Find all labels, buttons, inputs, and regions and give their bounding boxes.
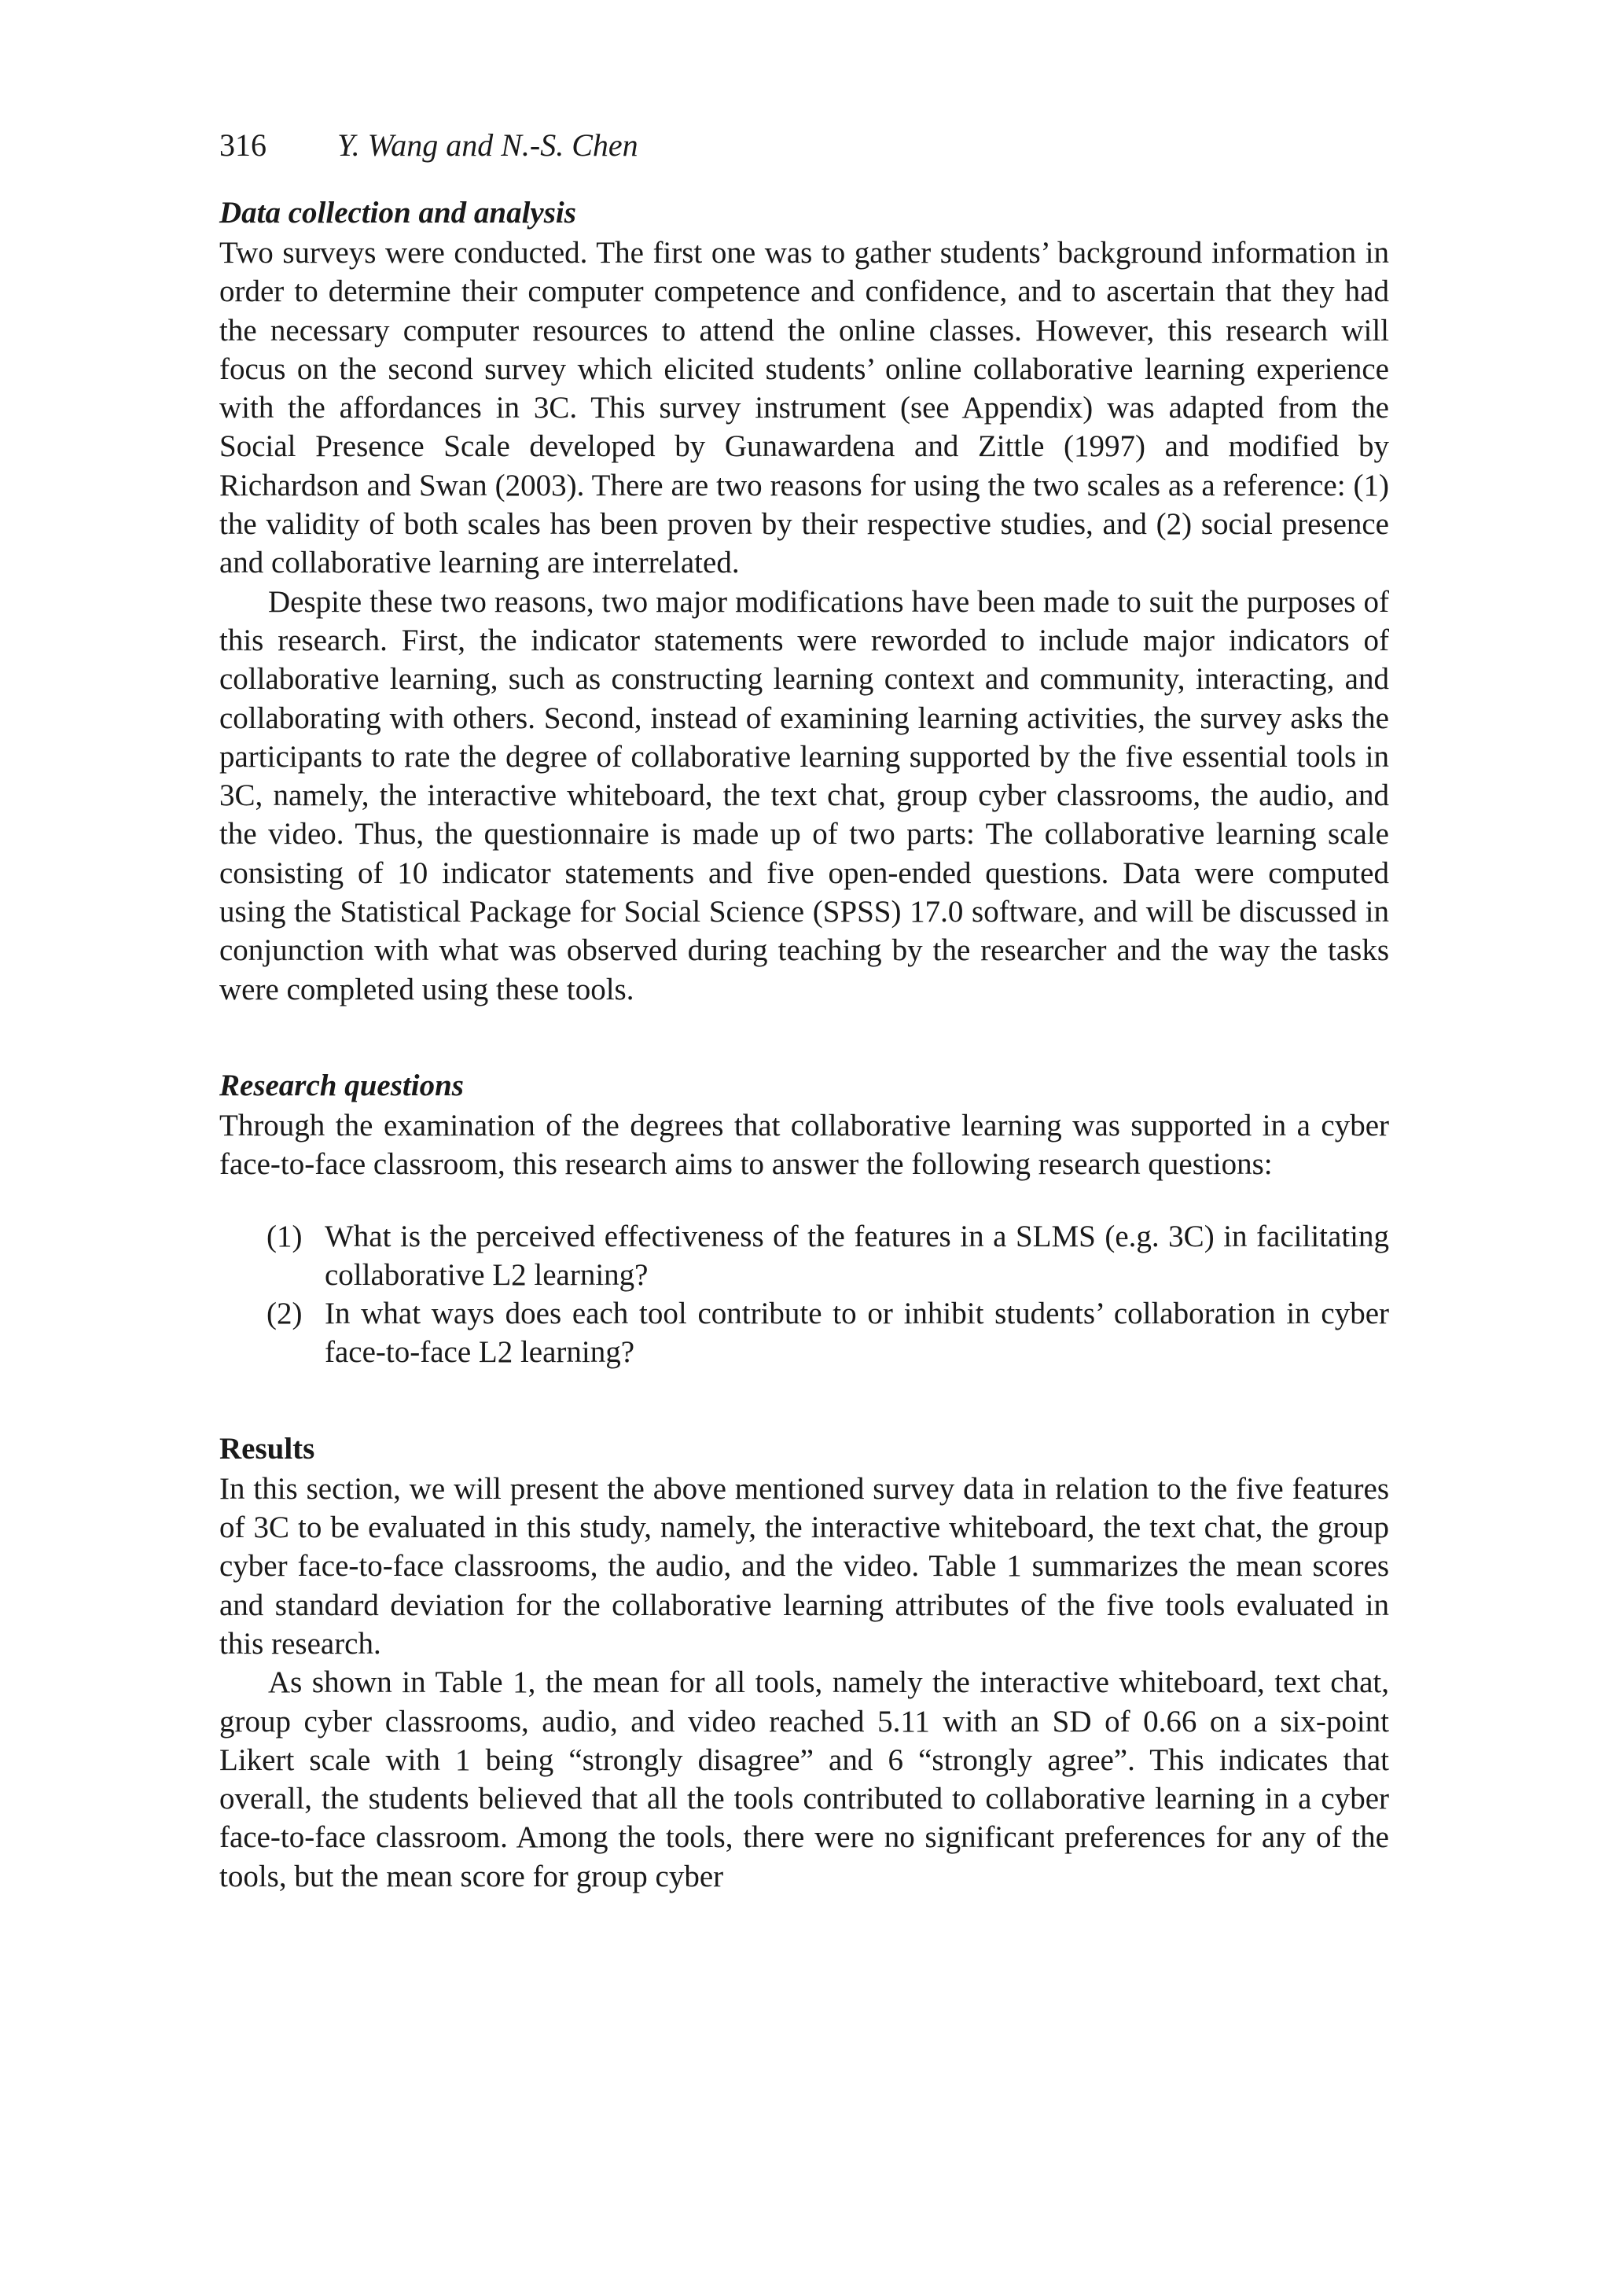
page-number: 316 xyxy=(219,127,266,163)
paragraph: As shown in Table 1, the mean for all tools, namely the interactive whiteboard, text chat, group cyber classrooms, audio, and video reached 5.11 with an SD of 0.66 on a six-point Likert scale with 1 being “strongly disagree” and 6 “strongly agree”. This indicates that overall, the students believed that all the tools contributed to collaborative learning in a cyber face-to-face classroom. Among the tools, there were no significant preferences for any of the tools, but the mean score for group cyber xyxy=(219,1665,1389,1893)
paragraph: Two surveys were conducted. The first one was to gather students’ background information in order to determine their computer competence and confidence, and to ascertain that they had the necessary computer resources to attend the online classes. However, this research will focus on the second survey which elicited students’ online collaborative learning experience with the affordances in 3C. This survey instrument (see Appendix) was adapted from the Social Presence Scale developed by Gunawardena and Zittle (1997) and modified by Richardson and Swan (2003). There are two reasons for using the two scales as a reference: (1) the validity of both scales has been proven by their respective studies, and (2) social presence and collaborative learning are interrelated. xyxy=(219,236,1389,580)
running-head-authors: Y. Wang and N.-S. Chen xyxy=(337,127,638,163)
research-questions-list xyxy=(219,1217,1389,1372)
section-heading-research-questions: Research questions xyxy=(219,1068,464,1102)
section-heading-data-collection: Data collection and analysis xyxy=(219,196,576,230)
paragraph: In this section, we will present the above mentioned survey data in relation to the five features of 3C to be evaluated in this study, namely, the interactive whiteboard, the text chat, the group cyber face-to-face classrooms, the audio, and the video. Table 1 summarizes the mean scores and standard deviation for the collaborative learning attributes of the five tools evaluated in this research. xyxy=(219,1471,1389,1661)
list-item-text: In what ways does each tool contribute to or inhibit students’ collaboration in cyber face-to-face L2 learning? xyxy=(325,1297,1389,1370)
list-item-text: What is the perceived effectiveness of the features in a SLMS (e.g. 3C) in facilitating collaborative L2 learning? xyxy=(325,1219,1389,1292)
list-item-number: (1) xyxy=(266,1219,303,1253)
paragraph: Through the examination of the degrees that collaborative learning was supported in a cyber face-to-face classroom, this research aims to answer the following research questions: xyxy=(219,1108,1389,1182)
list-item-number: (2) xyxy=(266,1297,303,1331)
list-item xyxy=(266,1294,1389,1372)
list-item xyxy=(266,1217,1389,1295)
paragraph: Despite these two reasons, two major modifications have been made to suit the purposes of this research. First, the indicator statements were reworded to include major indicators of collaborative learning, such as constructing learning context and community, interacting, and collaborating with others. Second, instead of examining learning activities, the survey asks the participants to rate the degree of collaborative learning supported by the five essential tools in 3C, namely, the interactive whiteboard, the text chat, group cyber classrooms, the audio, and the video. Thus, the questionnaire is made up of two parts: The collaborative learning scale consisting of 10 indicator statements and five open-ended questions. Data were computed using the Statistical Package for Social Science (SPSS) 17.0 software, and will be discussed in conjunction with what was observed during teaching by the researcher and the way the tasks were completed using these tools. xyxy=(219,584,1389,1006)
page-content xyxy=(219,122,1389,1896)
section-heading-results: Results xyxy=(219,1431,315,1466)
running-head xyxy=(219,122,1389,169)
